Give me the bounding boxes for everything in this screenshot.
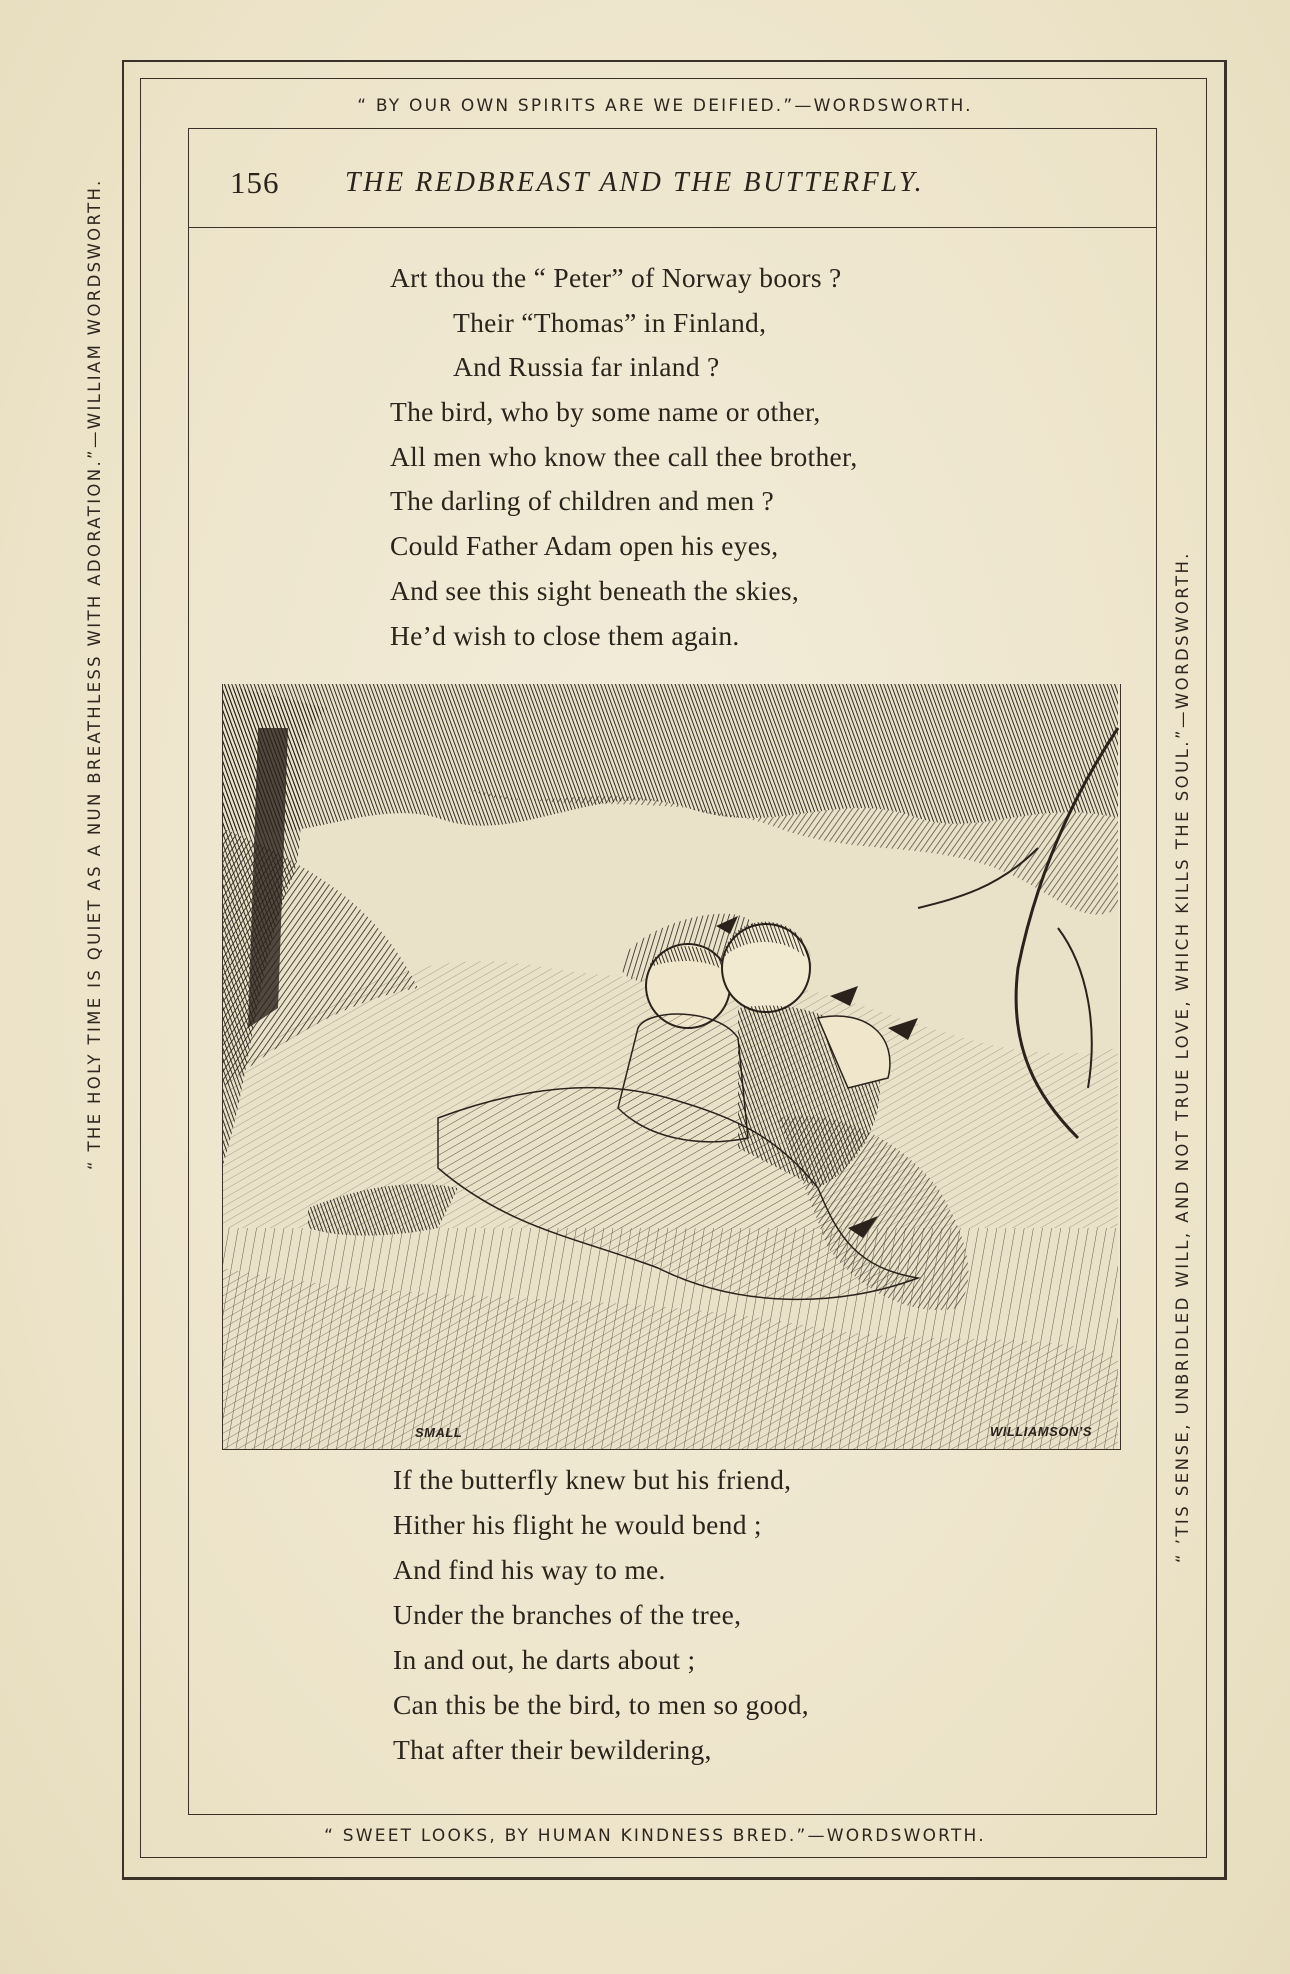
poem-line: The darling of children and men ? [390,485,775,517]
poem-line: And see this sight beneath the skies, [390,574,800,606]
illustration-frame [222,684,1121,1450]
poem-line: Can this be the bird, to men so good, [393,1689,809,1720]
running-title: THE REDBREAST AND THE BUTTERFLY. [345,167,925,198]
poem-line: Hither his flight he would bend ; [393,1509,762,1540]
motto-left: “ THE HOLY TIME IS QUIET AS A NUN BREATHLESS WITH ADORATION.”—WILLIAM WORDSWORTH. [85,178,104,1170]
page-number: 156 [230,165,280,200]
poem-line: The bird, who by some name or other, [390,396,821,428]
poem-line: Their “Thomas” in Finland, [453,306,767,338]
stanza-1 [390,256,858,658]
motto-bottom: “ SWEET LOOKS, BY HUMAN KINDNESS BRED.”—WORDSWORTH. [324,1826,986,1846]
engraver-signature: SMALL [415,1425,463,1440]
poem-line: He’d wish to close them again. [390,619,740,651]
header-rule [188,227,1157,228]
poem-line: Could Father Adam open his eyes, [390,530,779,562]
poem-line: In and out, he darts about ; [393,1644,696,1675]
stanza-2 [393,1457,809,1772]
poem-line: All men who know thee call thee brother, [390,440,858,472]
poem-line: And find his way to me. [393,1554,666,1585]
poem-line: Under the branches of the tree, [393,1599,742,1630]
poem-line: Art thou the “ Peter” of Norway boors ? [390,262,842,293]
poem-line: If the butterfly knew but his friend, [393,1464,792,1495]
engraver-signature: WILLIAMSON’S [990,1424,1093,1439]
motto-top: “ BY OUR OWN SPIRITS ARE WE DEIFIED.”—WORDSWORTH. [357,96,973,116]
poem-line: That after their bewildering, [393,1734,712,1765]
poem-line: And Russia far inland ? [453,351,720,383]
motto-right: “ ’TIS SENSE, UNBRIDLED WILL, AND NOT TRUE LOVE, WHICH KILLS THE SOUL.”—WORDSWORTH. [1173,551,1192,1563]
